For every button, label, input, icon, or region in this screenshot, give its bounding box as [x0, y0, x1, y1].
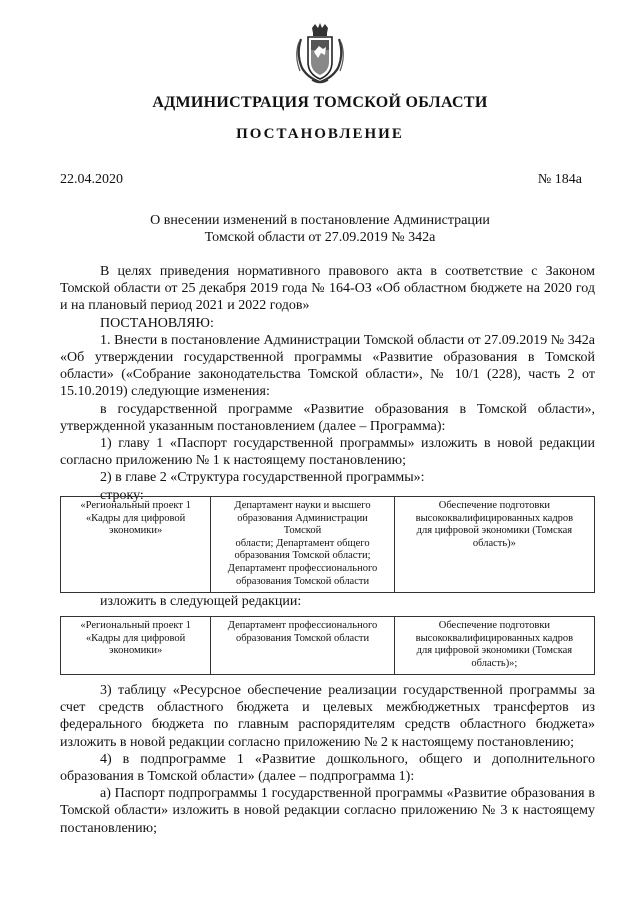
document-subject	[0, 212, 640, 246]
subitem-2-paragraph: 2) в главе 2 «Структура государственной программы»:	[100, 470, 425, 486]
old-department-cell: Департамент науки и высшего образования Администрации Томской области; Департамент общего образования Томской области; Департамент профессионального образования Томской области	[211, 497, 395, 593]
table-row	[61, 497, 595, 593]
document-type: ПОСТАНОВЛЕНИЕ	[236, 126, 404, 142]
body-part-2	[60, 682, 595, 837]
subitem-4-paragraph: 4) в подпрограмме 1 «Развитие дошкольного, общего и дополнительного образования в Томской области» (далее – подпрограмма 1):	[60, 751, 595, 785]
subitem-1-paragraph: 1) главу 1 «Паспорт государственной программы» изложить в новой редакции согласно приложению № 1 к настоящему постановлению;	[60, 436, 595, 469]
subject-line-2: Томской области от 27.09.2019 № 342а	[204, 230, 436, 245]
subitem-3-paragraph: 3) таблицу «Ресурсное обеспечение реализации государственной программы за счет средств областного бюджета и целевых межбюджетных трансфертов из федерального бюджета по главным распорядителям средств областного бюджета» изложить в новой редакции согласно приложению № 2 к настоящему постановлению;	[60, 683, 595, 750]
new-project-cell: «Региональный проект 1 «Кадры для цифровой экономики»	[61, 617, 211, 675]
old-row-table	[60, 496, 595, 593]
new-goal-cell: Обеспечение подготовки высококвалифицированных кадров для цифровой экономики (Томская область)»;	[394, 617, 594, 675]
document-number: № 184а	[537, 172, 582, 187]
subitem-4a-paragraph: а) Паспорт подпрограммы 1 государственной программы «Развитие образования в Томской области» изложить в новой редакции согласно приложению № 3 к настоящему постановлению;	[60, 786, 595, 836]
new-row-table	[60, 616, 595, 675]
coat-of-arms-icon	[292, 22, 348, 86]
old-goal-cell: Обеспечение подготовки высококвалифицированных кадров для цифровой экономики (Томская область)»	[394, 497, 594, 593]
subject-line-1: О внесении изменений в постановление Администрации	[150, 213, 490, 228]
resolve-paragraph: ПОСТАНОВЛЯЮ:	[100, 315, 214, 331]
row-label: строку:	[100, 487, 144, 503]
new-department-cell: Департамент профессионального образования Томской области	[211, 617, 395, 675]
document-date: 22.04.2020	[60, 172, 123, 187]
table-row	[61, 617, 595, 675]
new-edition-label: изложить в следующей редакции:	[100, 594, 302, 609]
item-1-intro-paragraph: в государственной программе «Развитие образования в Томской области», утвержденной указанным постановлением (далее – Программа):	[60, 401, 595, 434]
new-edition-label-block	[60, 593, 595, 610]
item-1-paragraph: 1. Внести в постановление Администрации Томской области от 27.09.2019 № 342а «Об утверждении государственной программы «Развитие образования в Томской области» («Собрание законодательства Томской области», № 10/1 (228), часть 2 от 15.10.2019) следующие изменения:	[60, 332, 595, 400]
organization-title: АДМИНИСТРАЦИЯ ТОМСКОЙ ОБЛАСТИ	[152, 94, 488, 111]
old-project-cell: «Региональный проект 1 «Кадры для цифровой экономики»	[61, 497, 211, 593]
preamble-paragraph: В целях приведения нормативного правового акта в соответствие с Законом Томской области от 25 декабря 2019 года № 164-ОЗ «Об областном бюджете на 2020 год и на плановый период 2021 и 2022 годов»	[60, 264, 595, 314]
body-part-1	[60, 263, 595, 504]
